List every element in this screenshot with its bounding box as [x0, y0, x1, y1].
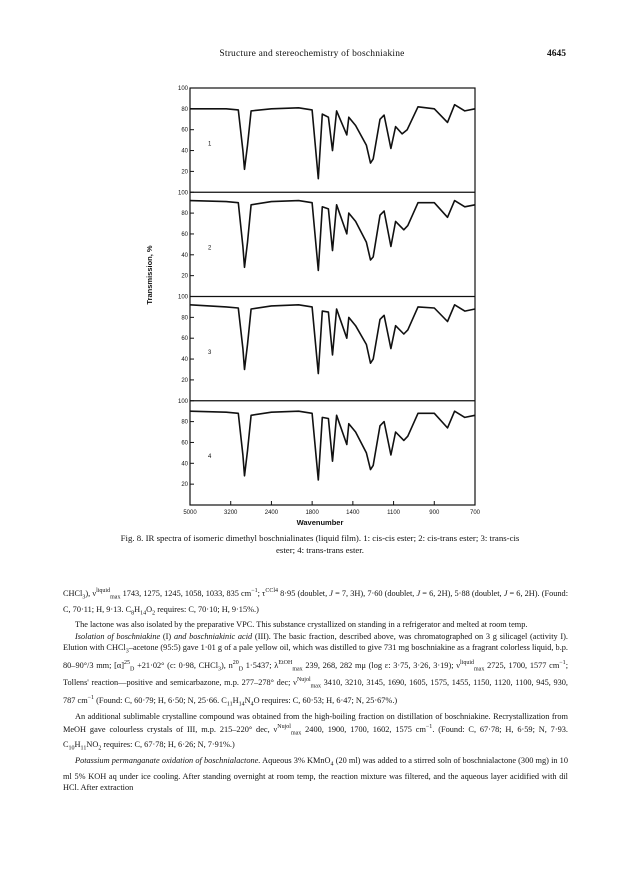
y-tick-label: 20	[181, 377, 188, 384]
y-tick-label: 20	[181, 169, 188, 176]
x-axis-ticks	[183, 501, 480, 516]
y-tick-label: 40	[181, 252, 188, 259]
page-number: 4645	[547, 49, 566, 59]
y-tick-label: 80	[181, 419, 188, 426]
panel-label: 2	[208, 245, 212, 252]
panel-label: 1	[208, 141, 212, 148]
body-paragraph: CHCl$_3$), $\nu^{liquid}_{max}$ 1743, 1275, 1245, 1058, 1033, 835 $cm^{-1}$; $\tau^{CCl4}$ 8·95 (doublet, J = 7, 3H), 7·60 (doublet, J = 6, 2H), 5·88 (doublet, J = 6, 2H). (Found: C, 70·11; H, 9·13. $C_8H_{14}O_2$ requires: C, 70·10; H, 9·15%.)	[63, 588, 569, 617]
y-tick-label: 100	[177, 86, 188, 92]
y-axis-label: Transmission, %	[145, 245, 154, 305]
x-axis-label: Wavenumber	[296, 518, 344, 527]
x-tick-label: 3200	[224, 510, 238, 516]
y-tick-label: 100	[177, 190, 188, 197]
x-tick-label: 1800	[305, 510, 319, 516]
y-tick-label: 20	[181, 482, 188, 489]
x-tick-label: 5000	[183, 510, 197, 516]
y-axis-ticks	[178, 86, 194, 488]
y-tick-label: 40	[181, 148, 188, 155]
caption-text: IR spectra of isomeric dimethyl boschnialinates (liquid film). 1: cis-cis ester; 2: cis-trans ester; 3: trans-cis ester; 4: trans-trans ester.	[145, 533, 520, 555]
spectrum-curve-2	[190, 201, 475, 271]
y-tick-label: 80	[181, 315, 188, 322]
body-paragraph: Isolation of boschniakine (I) and boschniakinic acid (III). The basic fraction, described above, was chromatographed on 3 g silicagel (activity I). Elution with CHCl$_3$–acetone (95:5) gave 1·01 g of a pale yellow oil, which was distilled to give 731 mg boschniakine as a fragrant colorless liquid, b.p. 80–90°/3 mm; $[\alpha]^{25}_D +21\cdot 02^\circ$ (c: 0·98, CHCl$_3$), $n^{20}_D$ 1·5437; $\lambda^{EtOH}_{max}$ 239, 268, 282 mμ (log ε: 3·75, 3·26, 3·19); $\nu^{liquid}_{max}$ 2725, 1700, 1577 $cm^{-1}$; Tollens' reaction—positive and semicarbazone, m.p. 277–278° dec; $\nu^{Nujol}_{max}$ 3410, 3210, 3145, 1690, 1605, 1575, 1455, 1150, 1120, 1100, 945, 930, 787 $cm^{-1}$ (Found: C, 60·79; H, 6·50; N, 25·66. $C_{11}H_{14}N_4O$ requires: C, 60·53; H, 6·47; N, 25·67%.)	[63, 631, 569, 708]
spectrum-curve-1	[190, 105, 475, 179]
x-tick-label: 2400	[264, 510, 279, 516]
panel-label: 3	[208, 349, 212, 356]
y-tick-label: 80	[181, 211, 188, 218]
x-tick-label: 900	[429, 510, 440, 516]
y-tick-label: 60	[181, 127, 188, 134]
y-tick-label: 60	[181, 336, 188, 343]
y-tick-label: 60	[181, 440, 188, 447]
body-paragraph: Potassium permanganate oxidation of boschnialactone. Aqueous 3% KMnO$_4$ (20 ml) was added to a stirred soln of boschnialactone (300 mg) in 10 ml 5% KOH aq under ice cooling. After standing overnight at room temp, the reaction mixture was filtered, and the aqueous layer acidified with dil HCl. After extraction	[63, 756, 568, 793]
y-tick-label: 80	[181, 106, 188, 113]
y-tick-label: 100	[177, 398, 188, 405]
x-tick-label: 1100	[387, 510, 401, 516]
body-paragraph: The lactone was also isolated by the preparative VPC. This substance crystallized on standing in a refrigerator and melted at room temp.	[75, 620, 528, 630]
y-tick-label: 40	[181, 357, 188, 364]
caption-prefix: Fig. 8.	[120, 533, 144, 543]
spectra-curves	[190, 105, 475, 480]
y-tick-label: 60	[181, 231, 188, 238]
x-tick-label: 1400	[346, 510, 360, 516]
y-tick-label: 100	[177, 294, 188, 301]
panel-label: 4	[208, 454, 212, 461]
y-tick-label: 20	[181, 273, 188, 280]
spectrum-curve-3	[190, 305, 475, 374]
body-paragraph: An additional sublimable crystalline compound was obtained from the high-boiling fraction on distillation of boschniakine. Recrystallization from MeOH gave colourless crystals of III, m.p. 215–220° dec, $\nu^{Nujol}_{max}$ 2400, 1900, 1700, 1602, 1575 $cm^{-1}$. (Found: C, 67·78; H, 6·59; N, 7·93. $C_{10}H_{11}NO_2$ requires: C, 67·78; H, 6·26; N, 7·91%.)	[63, 711, 568, 753]
figure-caption	[120, 532, 520, 556]
running-header-title: Structure and stereochemistry of boschniakine	[219, 49, 405, 59]
x-tick-label: 700	[469, 510, 481, 516]
spectrum-curve-4	[190, 411, 475, 480]
y-tick-label: 40	[181, 461, 188, 468]
body-text	[63, 586, 568, 794]
